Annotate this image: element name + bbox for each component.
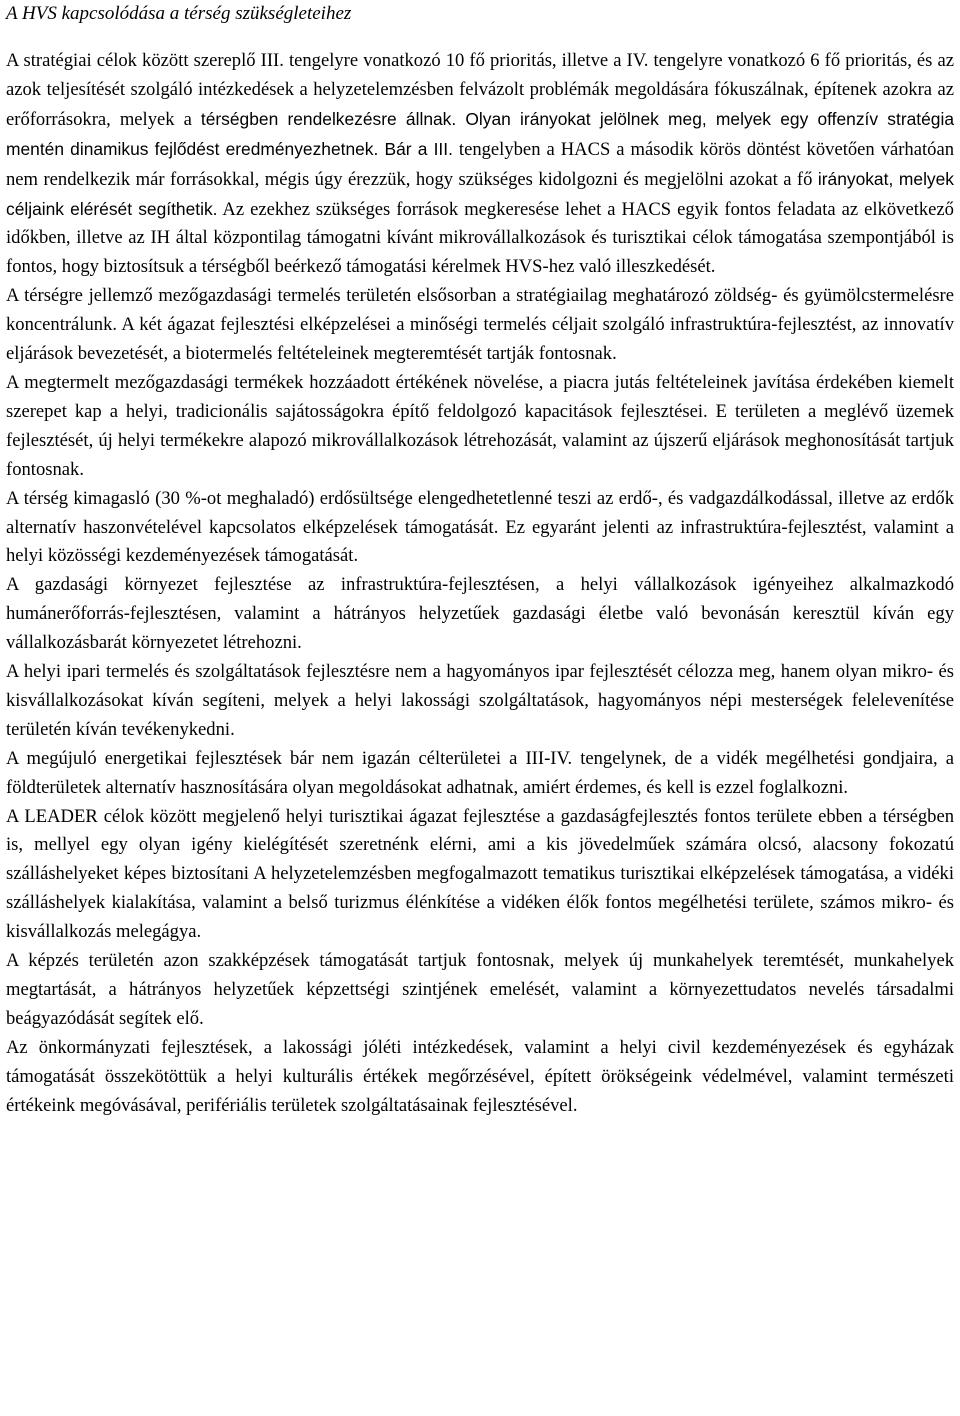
paragraph-local-industry: A helyi ipari termelés és szolgáltatások fejlesztésre nem a hagyományos ipar fejlesztését célozza meg, hanem olyan mikro- és kisvállalkozásokat kíván segíteni, melyek a helyi lakossági szolgáltatások, hagyományos népi mesterségek felelevenítése területén kíván tevékenykedni. [6,661,954,740]
paragraph-forestry: A térség kimagasló (30 %-ot meghaladó) erdősültsége elengedhetetlenné teszi az erdő-, és vadgazdálkodással, illetve az erdők alternatív haszonvételével kapcsolatos elképzelések támogatását. Ez egyaránt jelenti az infrastruktúra-fejlesztést, valamint a helyi közösségi kezdeményezések támogatását. [6,487,954,567]
document-page [6,0,954,1121]
paragraph-added-value: A megtermelt mezőgazdasági termékek hozzáadott értékének növelése, a piacra jutás feltételeinek javítása érdekében kiemelt szerepet kap a helyi, tradicionális sajátosságokra építő feldolgozó kapacitások fejlesztései. E területen a meglévő üzemek fejlesztését, új helyi termékekre alapozó mikrovállalkozások létrehozását, valamint az újszerű eljárások meghonosítását tartjuk fontosnak. [6,371,954,480]
paragraph-text-sans: irányokat, melyek céljaink elérését segíthetik. [6,168,954,219]
paragraph-training: A képzés területén azon szakképzések támogatását tartjuk fontosnak, melyek új munkahelyek teremtését, munkahelyek megtartását, a hátrányos helyzetűek képzettségi szintjének emelését, valamint a környezettudatos nevelés társadalmi beágyazódását segítek elő. [6,950,954,1029]
paragraph-agriculture: A térségre jellemző mezőgazdasági termelés területén elsősorban a stratégiailag meghatározó zöldség- és gyümölcstermelésre koncentrálunk. A két ágazat fejlesztési elképzelései a minőségi termelés céljait szolgáló infrastruktúra-fejlesztést, az innovatív eljárások bevezetését, a biotermelés feltételeinek megteremtését tartják fontosnak. [6,285,954,365]
paragraph-municipal: Az önkormányzati fejlesztések, a lakossági jóléti intézkedések, valamint a helyi civil kezdeményezések és egyházak támogatását összekötöttük a helyi kulturális értékek megőrzésével, épített örökségeink védelmével, valamint természeti értékeink megóvásával, perifériális területek szolgáltatásainak fejlesztésével. [6,1036,954,1116]
paragraph-strategic-goals [6,47,954,282]
paragraph-text: tengelyben a HACS a második körös döntést követően várhatóan nem rendelkezik már forrásokkal, mégis úgy érezzük, hogy szükséges kidolgozni és megjelölni azokat a fő [6,138,954,190]
paragraph-renewable-energy: A megújuló energetikai fejlesztések bár nem igazán célterületei a III-IV. tengelynek, de a vidék megélhetési gondjaira, a földterületek alternatív hasznosítására olyan megoldásokat adhatnak, amiért érdemes, és kell is ezzel foglalkozni. [6,747,954,798]
paragraph-text-sans: térségben rendelkezésre állnak. Olyan irányokat jelölnek meg, melyek egy offenzív stratégia mentén dinamikus fejlődést eredményezhetnek. Bár a III. [6,108,954,159]
document-heading: A HVS kapcsolódása a térség szükségleteihez [6,3,352,24]
paragraph-text: Az ezekhez szükséges források megkeresése lehet a HACS egyik fontos feladata az elkövetkező időkben, illetve az IH által központilag támogatni kívánt mikrovállalkozások és turisztikai célok támogatása szempontjából is fontos, hogy biztosítsuk a térségből beérkező támogatási kérelmek HVS-hez való illeszkedését. [6,198,954,278]
paragraph-tourism: A LEADER célok között megjelenő helyi turisztikai ágazat fejlesztése a gazdaságfejlesztés fontos területe ebben a térségben is, mellyel egy olyan igény kielégítését szeretnénk elérni, ami a kis jövedelműek számára olcsó, alacsony fokozatú szálláshelyeket képes biztosítani A helyzetelemzésben megfogalmazott tematikus turisztikai elképzelések támogatása, a vidéki szálláshelyek kialakítása, valamint a belső turizmus élénkítése a vidéken élők fontos megélhetési területe, számos mikro- és kisvállalkozás melegágya. [6,805,954,943]
paragraph-text: A stratégiai célok között szereplő III. tengelyre vonatkozó 10 fő prioritás, illetve a IV. tengelyre vonatkozó 6 fő prioritás, és az azok teljesítését szolgáló intézkedések a helyzetelemzésben felvázolt problémák megoldására fókuszálnak, építenek azokra az erőforrásokra, melyek a [6,50,954,130]
paragraph-economy: A gazdasági környezet fejlesztése az infrastruktúra-fejlesztésen, a helyi vállalkozások igényeihez alkalmazkodó humánerőforrás-fejlesztésen, valamint a hátrányos helyzetűek gazdasági életbe való bevonásán keresztül kíván egy vállalkozásbarát környezetet létrehozni. [6,574,954,654]
